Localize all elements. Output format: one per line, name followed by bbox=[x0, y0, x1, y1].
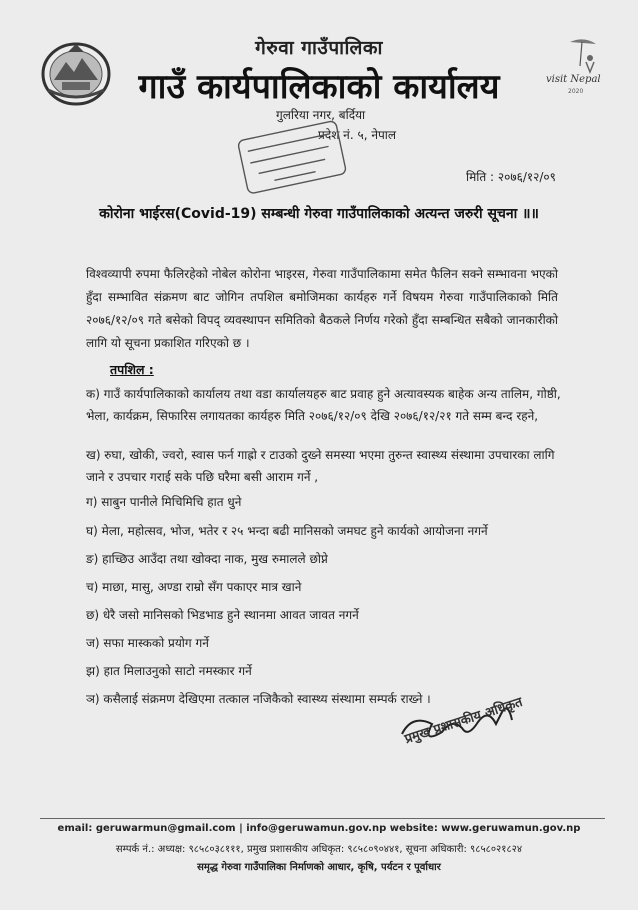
footer-contact: email: geruwarmun@gmail.com | info@geruwamun.gov.np website: www.geruwamun.gov.np bbox=[57, 823, 581, 834]
tapashil-heading: तपशिल : bbox=[110, 362, 154, 377]
visit-nepal-text: visit Nepal bbox=[546, 74, 601, 85]
address-line1: गुलरिया नगर, बर्दिया bbox=[276, 108, 366, 122]
list-item: ज) सफा मास्कको प्रयोग गर्ने bbox=[86, 636, 209, 650]
visit-nepal-logo-icon bbox=[540, 36, 610, 96]
footer-phone: सम्पर्क नं.: अध्यक्ष: ९८५८०३८१११, प्रमुख प्रशासकीय अधिकृत: ९८५८०९०४४१, सूचना अधिकारी: ९८५८०२१८२४ bbox=[115, 844, 523, 855]
list-item: झ) हात मिलाउनुको साटो नमस्कार गर्ने bbox=[86, 664, 252, 678]
footer-divider bbox=[40, 818, 605, 819]
signature-title: प्रमुख प्रशासकीय अधिकृत bbox=[402, 694, 525, 748]
list-item: क) गाउँ कार्यपालिकाको कार्यालय तथा वडा कार्यालयहरु बाट प्रवाह हुने अत्यावस्यक बाहेक अन्य तालिम, गोष्ठी, भेला, कार्यक्रम, सिफारिस लगायतका कार्यहरु मिति २०७६/१२/०९ देखि २०७६/१२/२१ गते सम्म बन्द रहने, bbox=[86, 387, 561, 423]
list-item: ख) रुघा, खोकी, ज्वरो, स्वास फर्न गाह्रो र टाउको दुख्ने समस्या भएमा तुरुन्त स्वास्थ्य संस्थामा उपचारका लागि जाने र उपचार गराई सके पछि घरैमा बसी आराम गर्ने , bbox=[86, 448, 555, 484]
footer-slogan: समृद्ध गेरुवा गाउँपालिका निर्माणको आधार, कृषि, पर्यटन र पूर्वाधार bbox=[197, 862, 441, 873]
notice-subject: कोरोना भाईरस(Covid-19) सम्बन्धी गेरुवा गाउँपालिकाको अत्यन्त जरुरी सूचना ॥॥ bbox=[99, 206, 539, 222]
address-line2: प्रदेश नं. ५, नेपाल bbox=[318, 128, 397, 142]
org-name-small: गेरुवा गाउँपालिका bbox=[255, 37, 383, 59]
intro-paragraph: विश्वव्यापी रुपमा फैलिरहेको नोबेल कोरोना भाइरस, गेरुवा गाउँपालिकामा समेत फैलिन सक्ने सम्भावना भएको हुँदा सम्भावित संक्रमण बाट जोगिन तपशिल बमोजिमका कार्यहरु गर्ने विषयम गेरुवा गाउँपालिकाको मिति २०७६/१२/०९ गते बसेको विपद् व्यवस्थापन समितिको बैठकले निर्णय गरेको हुँदा सम्बन्धित सबैको जानकारीको लागि यो सूचना प्रकाशित गरिएको छ । bbox=[86, 267, 558, 350]
list-item: ञ) कसैलाई संक्रमण देखिएमा तत्काल नजिकैको स्वास्थ्य संस्थामा सम्पर्क राख्ने । bbox=[86, 692, 431, 706]
list-item: छ) धेरै जसो मानिसको भिडभाड हुने स्थानमा आवत जावत नगर्ने bbox=[86, 608, 359, 622]
list-item: घ) मेला, महोत्सव, भोज, भतेर र २५ भन्दा बढी मानिसको जमघट हुने कार्यको आयोजना नगर्ने bbox=[86, 524, 488, 538]
visit-nepal-year: 2020 bbox=[568, 88, 584, 95]
org-name-big: गाउँ कार्यपालिकाको कार्यालय bbox=[138, 67, 500, 107]
office-stamp-icon bbox=[234, 120, 352, 194]
notice-date: मिति : २०७६/१२/०९ bbox=[466, 170, 556, 184]
list-item: ङ) हाच्छिउ आउँदा तथा खोक्दा नाक, मुख रुमालले छोप्ने bbox=[86, 552, 328, 566]
list-item: च) माछा, मासु, अण्डा राम्रो सँग पकाएर मात्र खाने bbox=[86, 580, 302, 594]
list-item: ग) साबुन पानीले मिचिमिचि हात धुने bbox=[86, 495, 242, 509]
